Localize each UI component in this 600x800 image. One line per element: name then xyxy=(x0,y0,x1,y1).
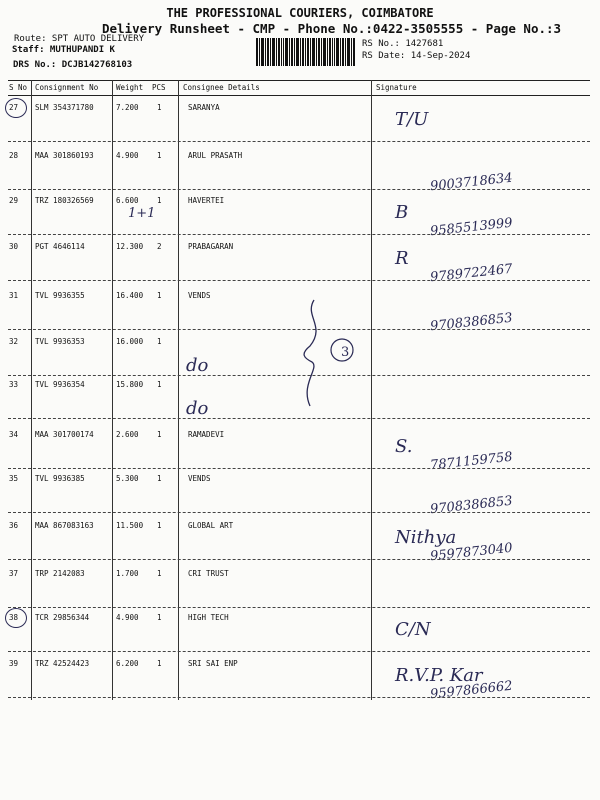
circle-mark xyxy=(5,98,27,118)
row-sno: 39 xyxy=(9,659,19,668)
col-header-consignee: Consignee Details xyxy=(183,83,260,92)
row-consignee: SRI SAI ENP xyxy=(188,659,238,668)
row-signature: Nithya xyxy=(395,527,457,548)
row-consignment-no: TRZ 42524423 xyxy=(35,659,90,668)
row-signature: S. xyxy=(395,436,413,457)
row-sno: 27 xyxy=(9,103,19,112)
row-pcs: 1 xyxy=(157,521,162,530)
row-phone: 9003718634 xyxy=(429,170,514,195)
row-separator xyxy=(8,468,590,469)
drs-number: DRS No.: DCJB142768103 xyxy=(13,60,133,70)
row-separator xyxy=(8,418,590,419)
row-pcs: 1 xyxy=(157,659,162,668)
row-phone: 9789722467 xyxy=(429,261,514,286)
row-consignee: GLOBAL ART xyxy=(188,521,234,530)
row-signature: T/U xyxy=(395,109,429,130)
row-sno: 38 xyxy=(9,613,19,622)
tick-annotation: 1+1 xyxy=(128,206,156,221)
row-pcs: 1 xyxy=(157,430,162,439)
row-consignment-no: MAA 301860193 xyxy=(35,151,94,160)
row-pcs: 1 xyxy=(157,103,162,112)
row-consignee: VENDS xyxy=(188,474,211,483)
row-consignment-no: SLM 354371780 xyxy=(35,103,94,112)
row-consignment-no: TRZ 180326569 xyxy=(35,196,94,205)
row-phone: 9585513999 xyxy=(429,215,514,240)
row-pcs: 1 xyxy=(157,151,162,160)
row-consignment-no: MAA 867083163 xyxy=(35,521,94,530)
row-consignment-no: TVL 9936385 xyxy=(35,474,85,483)
row-consignee: HIGH TECH xyxy=(188,613,229,622)
company-title: THE PROFESSIONAL COURIERS, COIMBATORE xyxy=(166,6,434,20)
row-sno: 32 xyxy=(9,337,19,346)
row-consignee: CRI TRUST xyxy=(188,569,229,578)
row-weight: 16.400 xyxy=(116,291,144,300)
barcode-image xyxy=(256,38,356,66)
row-separator xyxy=(8,280,590,281)
row-consignment-no: TVL 9936354 xyxy=(35,380,85,389)
route-label: Route: SPT AUTO DELIVERY xyxy=(14,34,145,44)
col-header-pcs: PCS xyxy=(152,83,166,92)
col-header-weight: Weight xyxy=(116,83,144,92)
row-sno: 30 xyxy=(9,242,19,251)
row-consignee: RAMADEVI xyxy=(188,430,225,439)
row-weight: 6.200 xyxy=(116,659,139,668)
row-sno: 28 xyxy=(9,151,19,160)
staff-label: Staff: MUTHUPANDI K xyxy=(12,45,115,55)
row-signature: C/N xyxy=(395,619,431,640)
row-consignee: SARANYA xyxy=(188,103,220,112)
row-phone: 9597873040 xyxy=(429,540,514,565)
row-consignment-no: MAA 301700174 xyxy=(35,430,94,439)
row-sno: 33 xyxy=(9,380,19,389)
row-pcs: 1 xyxy=(157,613,162,622)
ditto-mark: do xyxy=(186,398,209,419)
row-signature: R xyxy=(395,248,409,269)
runsheet-subtitle: Delivery Runsheet - CMP - Phone No.:0422-3505555 - Page No.:3 xyxy=(102,21,562,36)
row-sno: 35 xyxy=(9,474,19,483)
rs-date: RS Date: 14-Sep-2024 xyxy=(362,51,471,61)
row-separator xyxy=(8,141,590,142)
row-separator xyxy=(8,697,590,698)
row-pcs: 1 xyxy=(157,291,162,300)
table-header-rule xyxy=(8,95,590,96)
row-separator xyxy=(8,189,590,190)
row-consignment-no: TRP 2142083 xyxy=(35,569,85,578)
row-sno: 36 xyxy=(9,521,19,530)
col-header-sno: S No xyxy=(9,83,28,92)
row-pcs: 1 xyxy=(157,380,162,389)
row-sno: 34 xyxy=(9,430,19,439)
row-weight: 11.500 xyxy=(116,521,144,530)
row-weight: 16.000 xyxy=(116,337,144,346)
row-phone: 9708386853 xyxy=(429,493,514,518)
row-separator xyxy=(8,559,590,560)
row-pcs: 1 xyxy=(157,337,162,346)
row-separator xyxy=(8,607,590,608)
row-separator xyxy=(8,512,590,513)
rs-number: RS No.: 1427681 xyxy=(362,39,444,49)
ditto-mark: do xyxy=(186,355,209,376)
row-consignment-no: TVL 9936353 xyxy=(35,337,85,346)
row-consignment-no: TCR 29856344 xyxy=(35,613,90,622)
row-separator xyxy=(8,651,590,652)
row-weight: 12.300 xyxy=(116,242,144,251)
row-sno: 29 xyxy=(9,196,19,205)
row-pcs: 1 xyxy=(157,474,162,483)
row-phone: 9597866662 xyxy=(429,678,514,703)
row-signature: R.V.P. Kar xyxy=(395,665,483,686)
row-weight: 7.200 xyxy=(116,103,139,112)
col-header-consignment: Consignment No xyxy=(35,83,99,92)
row-weight: 1.700 xyxy=(116,569,139,578)
brace-annotation xyxy=(296,296,366,416)
row-phone: 7871159758 xyxy=(429,449,514,474)
row-pcs: 2 xyxy=(157,242,162,251)
row-consignment-no: TVL 9936355 xyxy=(35,291,85,300)
row-separator xyxy=(8,234,590,235)
brace-count: 3 xyxy=(341,345,350,360)
row-weight: 4.900 xyxy=(116,151,139,160)
row-phone: 9708386853 xyxy=(429,310,514,335)
circle-mark xyxy=(5,608,27,628)
row-weight: 6.600 xyxy=(116,196,139,205)
row-consignee: VENDS xyxy=(188,291,211,300)
row-consignee: PRABAGARAN xyxy=(188,242,234,251)
table-top-rule xyxy=(8,80,590,81)
row-signature: B xyxy=(395,202,409,223)
row-weight: 5.300 xyxy=(116,474,139,483)
row-weight: 15.800 xyxy=(116,380,144,389)
row-weight: 2.600 xyxy=(116,430,139,439)
col-header-signature: Signature xyxy=(376,83,417,92)
row-sno: 37 xyxy=(9,569,19,578)
row-consignee: ARUL PRASATH xyxy=(188,151,243,160)
row-consignment-no: PGT 4646114 xyxy=(35,242,85,251)
row-pcs: 1 xyxy=(157,196,162,205)
row-weight: 4.900 xyxy=(116,613,139,622)
row-sno: 31 xyxy=(9,291,19,300)
row-consignee: HAVERTEI xyxy=(188,196,225,205)
row-pcs: 1 xyxy=(157,569,162,578)
